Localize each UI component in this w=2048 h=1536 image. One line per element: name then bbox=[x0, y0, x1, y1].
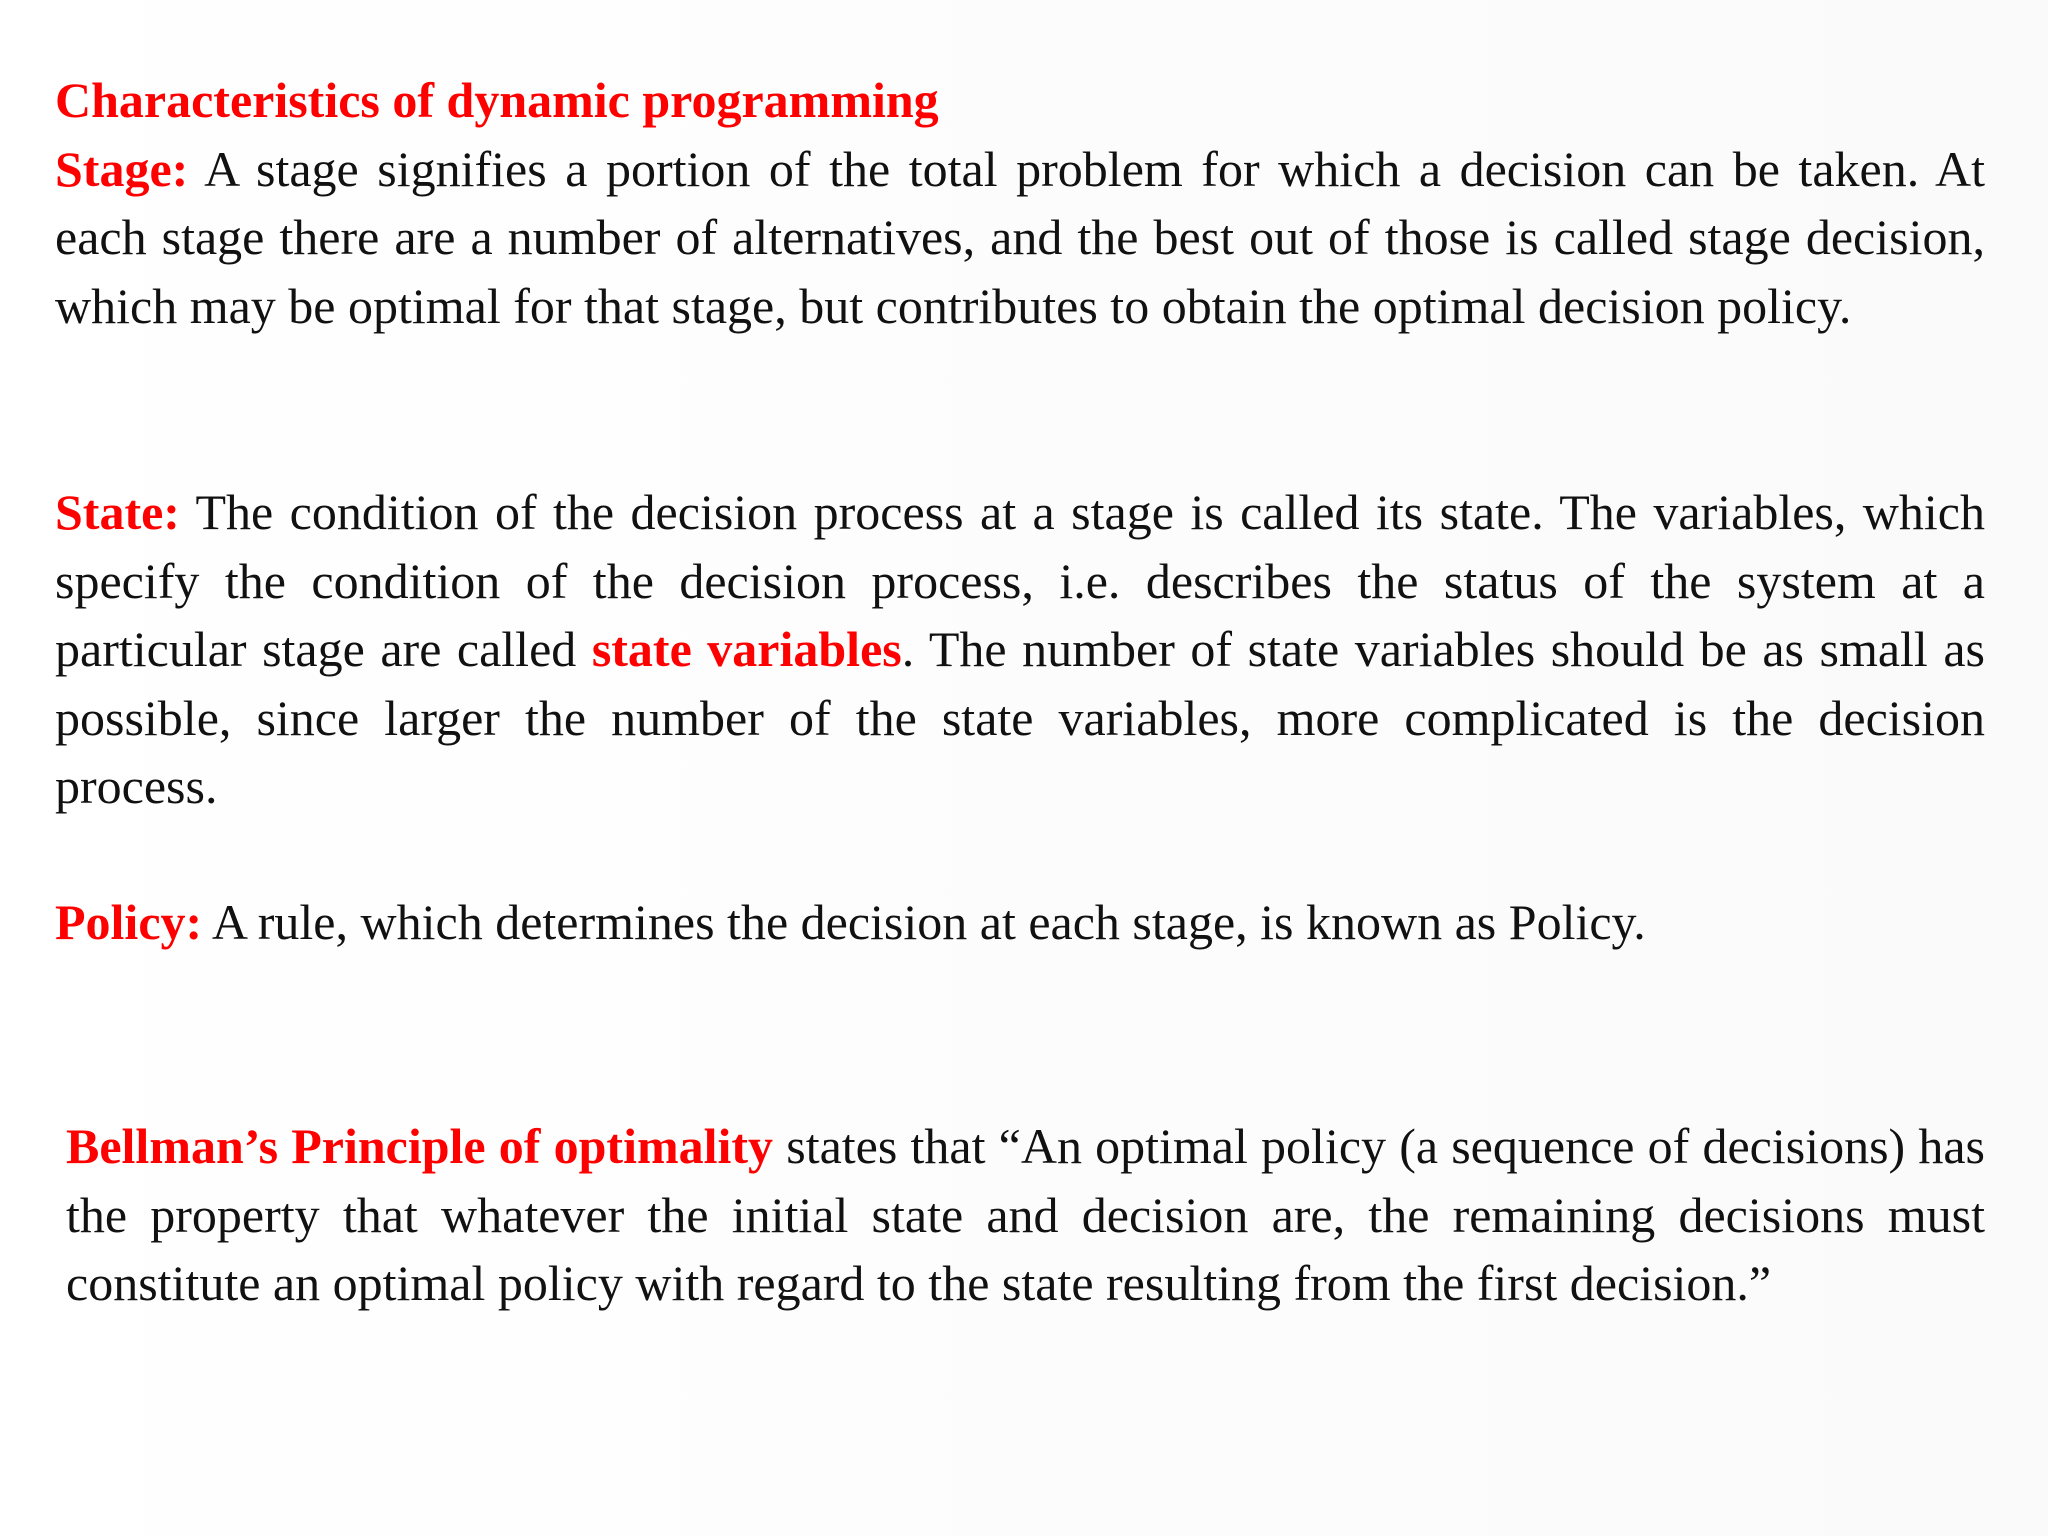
policy-section bbox=[55, 888, 1985, 957]
state-section bbox=[55, 478, 1985, 821]
stage-definition: A stage signifies a portion of the total problem for which a decision can be taken. At each stage there are a number of alternatives, and the best out of those is called stage decision, which may be optimal for that stage, but contributes to obtain the optimal decision policy. bbox=[55, 140, 1985, 334]
policy-label: Policy: bbox=[55, 894, 203, 950]
stage-label: Stage: bbox=[55, 140, 189, 197]
state-variables-term: state variables bbox=[591, 621, 902, 677]
state-definition-part1: The condition of the decision process at a stage is called its state. The variables, which specify the condition of the decision process, i.e. describes the status of the system at a particular stage are called bbox=[55, 484, 1985, 677]
bellman-label: Bellman’s Principle of optimality bbox=[66, 1118, 774, 1174]
bellman-statement: states that “An optimal policy (a sequence of decisions) has the property that whatever the initial state and decision are, the remaining decisions must constitute an optimal policy with regard to the state resulting from the first decision.” bbox=[66, 1118, 1986, 1311]
bellman-section bbox=[66, 1112, 1985, 1318]
stage-section bbox=[55, 66, 1985, 340]
state-definition-part2: . The number of state variables should be as small as possible, since larger the number of the state variables, more complicated is the decision process. bbox=[55, 621, 1986, 814]
state-label: State: bbox=[55, 484, 180, 540]
policy-definition: A rule, which determines the decision at each stage, is known as Policy. bbox=[202, 894, 1646, 950]
slide-title: Characteristics of dynamic programming bbox=[55, 72, 939, 128]
